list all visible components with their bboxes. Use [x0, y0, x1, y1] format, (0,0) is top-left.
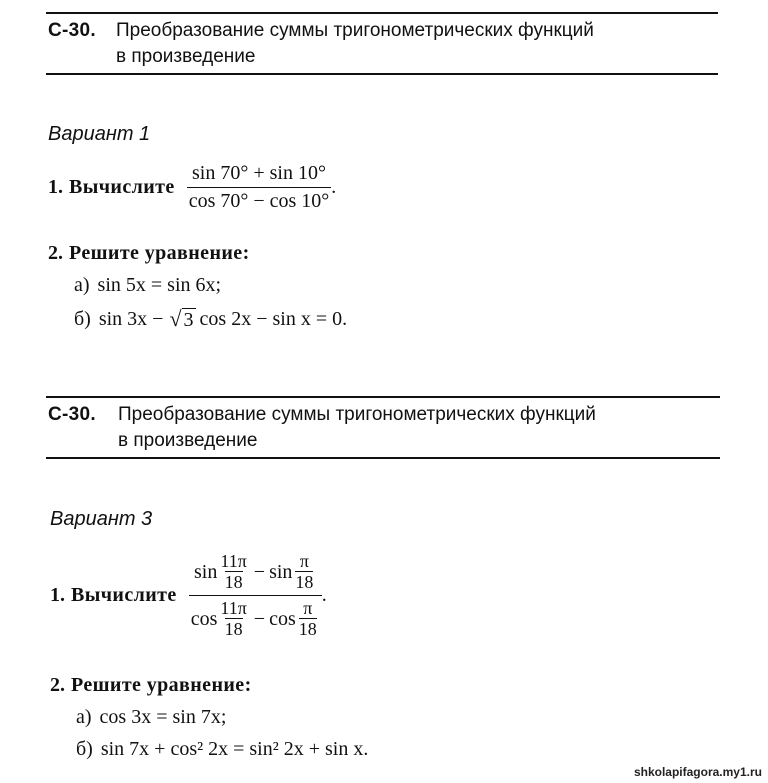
section-title — [116, 18, 594, 70]
task-verb: Вычислите — [69, 176, 175, 198]
item-label: а) — [76, 706, 92, 728]
bottom-rule-2 — [46, 457, 720, 459]
radical-sign-icon: √ — [169, 306, 182, 331]
equation-text: sin 5x = sin 6x; — [97, 274, 222, 296]
task-1 — [50, 552, 327, 639]
top-rule-2 — [46, 396, 720, 398]
section-code: С-30. — [48, 20, 96, 41]
task-heading: Решите уравнение: — [71, 674, 252, 696]
period: . — [321, 584, 327, 606]
sqrt-expression — [169, 308, 195, 331]
title-line-2: в произведение — [118, 430, 258, 451]
item-label: б) — [76, 738, 93, 760]
denominator: cos 70° − cos 10° — [187, 187, 332, 213]
task-verb: Вычислите — [71, 584, 177, 606]
top-rule-1 — [46, 12, 718, 14]
task-2-heading — [50, 674, 264, 697]
equation-right: cos 2x − sin x = 0. — [199, 308, 348, 330]
task-number: 1. — [48, 176, 63, 198]
numerator — [192, 552, 318, 595]
sub-numerator: 11π — [220, 551, 247, 571]
item-label: а) — [74, 274, 90, 296]
denominator — [189, 595, 322, 639]
bottom-rule-1 — [46, 73, 718, 75]
item-label: б) — [74, 308, 91, 330]
task-1 — [48, 162, 336, 213]
task-number: 2. — [50, 674, 65, 696]
task-2-heading — [48, 242, 262, 265]
task-heading: Решите уравнение: — [69, 242, 250, 264]
fraction — [189, 552, 322, 639]
watermark: shkolapifagora.my1.ru — [633, 765, 762, 779]
section-title — [118, 402, 596, 454]
title-line-2: в произведение — [116, 46, 256, 67]
operator: − — [253, 607, 266, 630]
cos-fn: cos — [269, 607, 296, 630]
sub-denominator: 18 — [295, 572, 314, 592]
fraction — [187, 162, 332, 213]
task-number: 1. — [50, 584, 65, 606]
radicand: 3 — [183, 309, 194, 331]
sub-denominator: 18 — [298, 619, 317, 639]
numerator: sin 70° + sin 10° — [192, 162, 326, 184]
sin-fn: sin — [269, 560, 293, 583]
equation-b — [76, 738, 368, 761]
task-number: 2. — [48, 242, 63, 264]
sub-fraction — [220, 599, 246, 639]
sub-numerator: π — [303, 598, 313, 618]
equation-left: sin 3x − — [98, 308, 164, 330]
equation-text: cos 3x = sin 7x; — [99, 706, 227, 728]
sub-numerator: 11π — [220, 598, 247, 618]
equation-b — [74, 308, 347, 331]
variant-label: Вариант 3 — [50, 508, 153, 530]
equation-a — [76, 706, 226, 729]
title-line-1: Преобразование суммы тригонометрических функций — [116, 20, 594, 41]
sub-numerator: π — [299, 551, 309, 571]
section-code: С-30. — [48, 404, 96, 425]
sub-denominator: 18 — [224, 572, 243, 592]
sin-fn: sin — [194, 560, 218, 583]
sub-fraction — [299, 599, 317, 639]
equation-a — [74, 274, 221, 297]
variant-label: Вариант 1 — [48, 123, 151, 145]
sub-denominator: 18 — [224, 619, 243, 639]
equation-text: sin 7x + cos² 2x = sin² 2x + sin x. — [100, 738, 369, 760]
operator: − — [253, 560, 266, 583]
sub-fraction — [220, 552, 246, 592]
title-line-1: Преобразование суммы тригонометрических функций — [118, 404, 596, 425]
sub-fraction — [295, 552, 313, 592]
period: . — [331, 176, 337, 198]
cos-fn: cos — [190, 607, 218, 630]
